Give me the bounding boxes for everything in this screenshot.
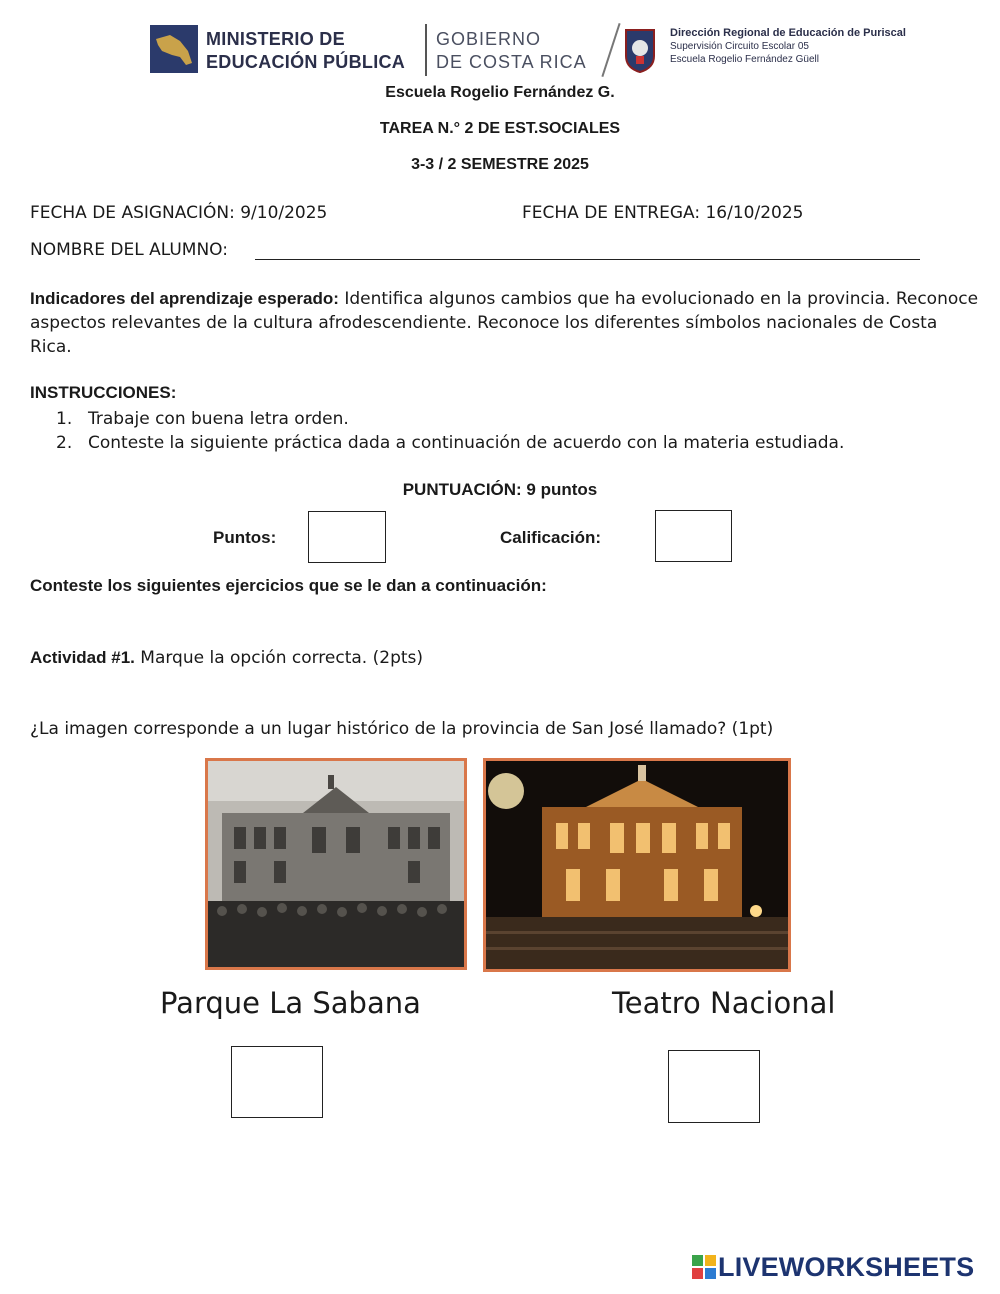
list-item (56, 431, 844, 455)
nombre-label: NOMBRE DEL ALUMNO: (30, 240, 228, 260)
indicadores-text: Identifica algunos cambios que ha evolucionado en la provincia. Reconoce aspectos relevantes de la cultura afrodescendiente. Reconoce los diferentes símbolos nacionales de Costa Rica. (30, 289, 979, 357)
divider (425, 24, 427, 76)
indicadores-paragraph (30, 287, 980, 359)
school-name: Escuela Rogelio Fernández G. (385, 84, 615, 101)
school-seal-icon (622, 26, 658, 74)
mep-line-2: EDUCACIÓN PÚBLICA (206, 52, 406, 72)
conteste-instruction: Conteste los siguientes ejercicios que se le dan a continuación: (30, 576, 547, 595)
option-2-checkbox[interactable] (668, 1050, 760, 1123)
fecha-entrega: FECHA DE ENTREGA: 16/10/2025 (522, 203, 804, 223)
group-semester: 3-3 / 2 SEMESTRE 2025 (411, 156, 589, 173)
option-parque-la-sabana: Parque La Sabana (160, 986, 421, 1020)
question: ¿La imagen corresponde a un lugar histórico de la provincia de San José llamado? (1pt) (30, 719, 774, 739)
gobierno-line-2: DE COSTA RICA (436, 52, 587, 72)
calificacion-box[interactable] (655, 510, 732, 562)
nombre-input-line[interactable] (255, 259, 920, 260)
mep-title (206, 28, 405, 74)
instrucciones-list (56, 407, 844, 455)
actividad-1 (30, 648, 423, 668)
indicadores-label: Indicadores del aprendizaje esperado: (30, 289, 339, 308)
instrucciones-title: INSTRUCCIONES: (30, 383, 177, 402)
calificacion-label: Calificación: (500, 528, 602, 547)
mep-logo (150, 25, 198, 73)
direccion-line-1: Dirección Regional de Educación de Puriscal (670, 27, 906, 39)
actividad-text: Marque la opción correcta. (2pts) (134, 648, 424, 668)
list-item (56, 407, 844, 431)
option-teatro-nacional: Teatro Nacional (612, 986, 836, 1020)
gobierno-title (436, 28, 587, 74)
mep-line-1: MINISTERIO DE (206, 29, 345, 49)
gobierno-line-1: GOBIERNO (436, 29, 542, 49)
liveworksheets-logo (692, 1252, 974, 1283)
divider (601, 23, 620, 77)
direccion-line-2: Supervisión Circuito Escolar 05 (670, 41, 809, 52)
direccion-regional (670, 27, 906, 66)
historic-photo-bw (205, 758, 467, 970)
list-text: Trabaje con buena letra orden. (88, 409, 349, 429)
task-title: TAREA N.° 2 DE EST.SOCIALES (379, 120, 621, 137)
puntos-label: Puntos: (213, 528, 277, 547)
fecha-asignacion: FECHA DE ASIGNACIÓN: 9/10/2025 (30, 203, 328, 223)
liveworksheets-icon (692, 1255, 716, 1279)
costa-rica-map-icon (150, 25, 198, 73)
teatro-night-photo (483, 758, 791, 972)
actividad-label: Actividad #1. (30, 648, 135, 667)
liveworksheets-text: LIVEWORKSHEETS (718, 1252, 975, 1282)
list-number: 2. (56, 433, 73, 453)
direccion-line-3: Escuela Rogelio Fernández Güell (670, 54, 819, 65)
option-1-checkbox[interactable] (231, 1046, 323, 1118)
puntos-box[interactable] (308, 511, 386, 563)
list-text: Conteste la siguiente práctica dada a continuación de acuerdo con la materia estudiada. (88, 433, 845, 453)
puntuacion: PUNTUACIÓN: 9 puntos (402, 480, 598, 499)
list-number: 1. (56, 409, 73, 429)
